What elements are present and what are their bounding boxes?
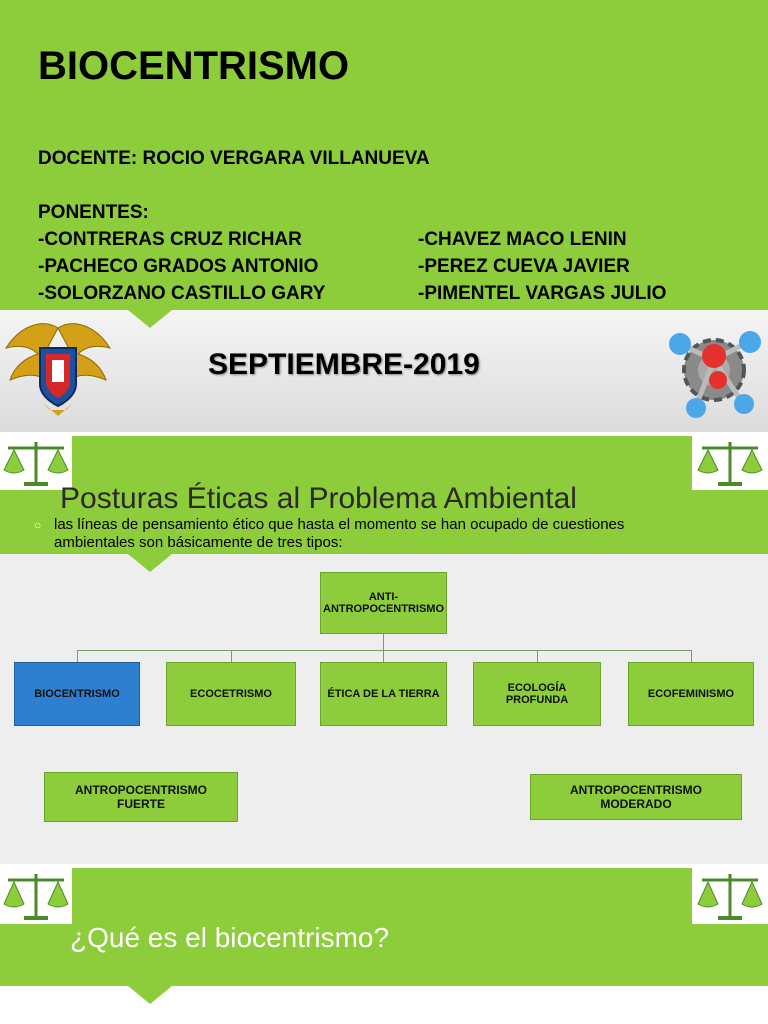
diagram-bottom-right: ANTROPOCENTRISMO MODERADO (530, 774, 742, 820)
connector (231, 650, 232, 662)
ponente-right-1: -CHAVEZ MACO LENIN (418, 229, 627, 250)
slide3-notch (128, 986, 172, 1004)
molecule-gear-icon (656, 320, 768, 420)
slide2-title: Posturas Éticas al Problema Ambiental (60, 482, 577, 515)
connector (77, 650, 78, 662)
root-line-2: ANTROPOCENTRISMO (323, 603, 444, 615)
diagram-notch (128, 554, 172, 572)
date-label: SEPTIEMBRE-2019 (208, 348, 480, 381)
root-line-1: ANTI- (368, 591, 399, 603)
bullet-icon: ○ (34, 518, 42, 532)
scale-of-justice-icon (0, 868, 72, 924)
diagram-bottom-left: ANTROPOCENTRISMO FUERTE (44, 772, 238, 822)
connector (77, 650, 691, 651)
diagram-child-ecofeminismo: ECOFEMINISMO (628, 662, 754, 726)
diagram-child-ecocetrismo: ECOCETRISMO (166, 662, 296, 726)
scale-of-justice-icon (692, 868, 768, 924)
ponente-right-2: -PEREZ CUEVA JAVIER (418, 256, 630, 277)
ponentes-label: PONENTES: (38, 202, 149, 223)
connector (537, 650, 538, 662)
connector (691, 650, 692, 662)
ponente-left-3: -SOLORZANO CASTILLO GARY (38, 283, 326, 304)
ponente-left-1: -CONTRERAS CRUZ RICHAR (38, 229, 302, 250)
bullet-text-line-1: las líneas de pensamiento ético que hasta el momento se han ocupado de cuestiones (54, 516, 625, 533)
diagram-root-box (320, 572, 447, 634)
scale-of-justice-icon (692, 436, 768, 490)
slide1-footer-notch (128, 310, 172, 328)
ponente-right-3: -PIMENTEL VARGAS JULIO (418, 283, 667, 304)
bullet-text-line-2: ambientales son básicamente de tres tipos: (54, 534, 343, 551)
ponente-left-2: -PACHECO GRADOS ANTONIO (38, 256, 319, 277)
slide3-title: ¿Qué es el biocentrismo? (70, 922, 390, 953)
university-crest-icon (2, 318, 114, 418)
diagram-child-ecologia-profunda: ECOLOGÍA PROFUNDA (473, 662, 601, 726)
connector (383, 634, 384, 650)
diagram-child-biocentrismo: BIOCENTRISMO (14, 662, 140, 726)
docente-line: DOCENTE: ROCIO VERGARA VILLANUEVA (38, 148, 430, 169)
slide1-title: BIOCENTRISMO (38, 44, 350, 88)
connector (383, 650, 384, 662)
diagram-child-etica-tierra: ÉTICA DE LA TIERRA (320, 662, 447, 726)
